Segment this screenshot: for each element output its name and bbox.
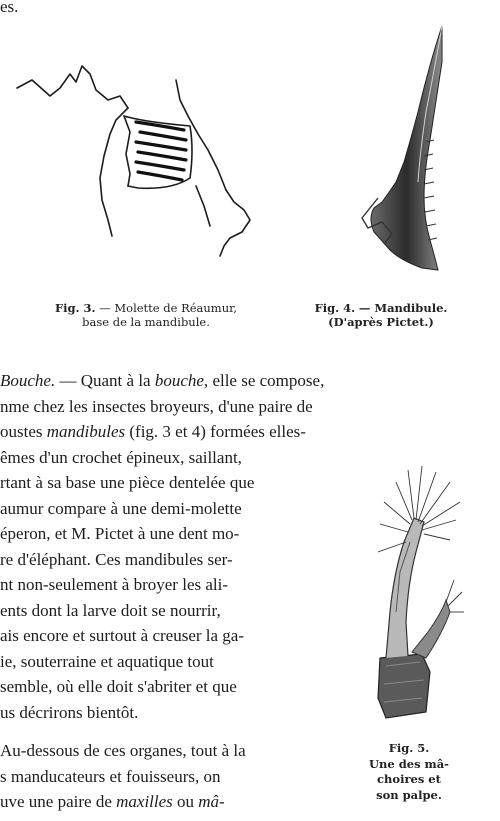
figure-4-illustration	[338, 22, 450, 278]
figure-3-caption-title: — Molette de Réaumur,	[99, 301, 238, 315]
text-line: éperon, et M. Pictet à une dent mo-	[0, 524, 240, 543]
text-span: (fig. 3 et 4) formées elles-	[125, 422, 306, 441]
text-line: ais encore et surtout à creuser la ga-	[0, 626, 245, 645]
text-span: — Quant à la	[55, 371, 155, 390]
text-span: oustes	[0, 422, 47, 441]
figure-5-caption-line4: son palpe.	[376, 787, 442, 802]
paragraph-2	[0, 738, 246, 815]
figure-5-caption-line3: choires et	[377, 772, 441, 786]
text-span: uve une paire de	[0, 792, 117, 811]
text-line: s manducateurs et fouisseurs, on	[0, 766, 221, 786]
text-line: ie, souterraine et aquatique tout	[0, 651, 214, 671]
text-line: Au-dessous de ces organes, tout à la	[0, 741, 246, 760]
term-mandibules: mandibules	[46, 422, 126, 441]
figure-3-caption-line1	[30, 301, 262, 315]
figure-3-label: Fig. 3.	[54, 301, 96, 315]
text-line	[0, 419, 486, 445]
text-line: us décrirons bientôt.	[0, 702, 139, 722]
figure-5-caption-line2: Une des mâ-	[369, 756, 449, 771]
term-bouche-heading: Bouche.	[0, 371, 56, 390]
text-line: nme chez les insectes broyeurs, d'une paire de	[0, 396, 313, 416]
text-span: ou	[172, 792, 199, 811]
figure-4-caption-line2: (D'après Pictet.)	[328, 315, 434, 329]
term-maxilles: maxilles	[116, 792, 173, 811]
figure-5-caption	[350, 741, 468, 803]
figure-3-caption-line2: base de la mandibule.	[82, 315, 210, 329]
figure-4-caption-line1	[296, 301, 466, 315]
text-line	[0, 368, 486, 394]
figure-4-caption-title: — Mandibule.	[358, 301, 448, 315]
text-line: êmes d'un crochet épineux, saillant,	[0, 447, 242, 467]
text-line: nt non-seulement à broyer les ali-	[0, 575, 229, 594]
text-line: re d'éléphant. Ces mandibules ser-	[0, 549, 233, 569]
figure-5-label: Fig. 5.	[388, 741, 430, 755]
figure-4-caption	[296, 301, 466, 329]
text-line: ents dont la larve doit se nourrir,	[0, 600, 221, 620]
top-fragment-text: es.	[0, 0, 19, 16]
figure-3-illustration	[12, 60, 267, 260]
text-line: semble, où elle doit s'abriter et que	[0, 677, 237, 696]
text-line: rtant à sa base une pièce dentelée que	[0, 473, 255, 492]
text-line	[0, 789, 246, 815]
text-line: aumur compare à une demi-molette	[0, 498, 242, 518]
figure-3-caption	[30, 301, 262, 329]
term-bouche: bouche,	[154, 371, 209, 390]
figure-5-illustration	[350, 462, 468, 730]
figure-4-label: Fig. 4.	[314, 301, 356, 315]
term-machoires: mâ-	[198, 792, 225, 811]
text-span: elle se compose,	[208, 371, 325, 390]
